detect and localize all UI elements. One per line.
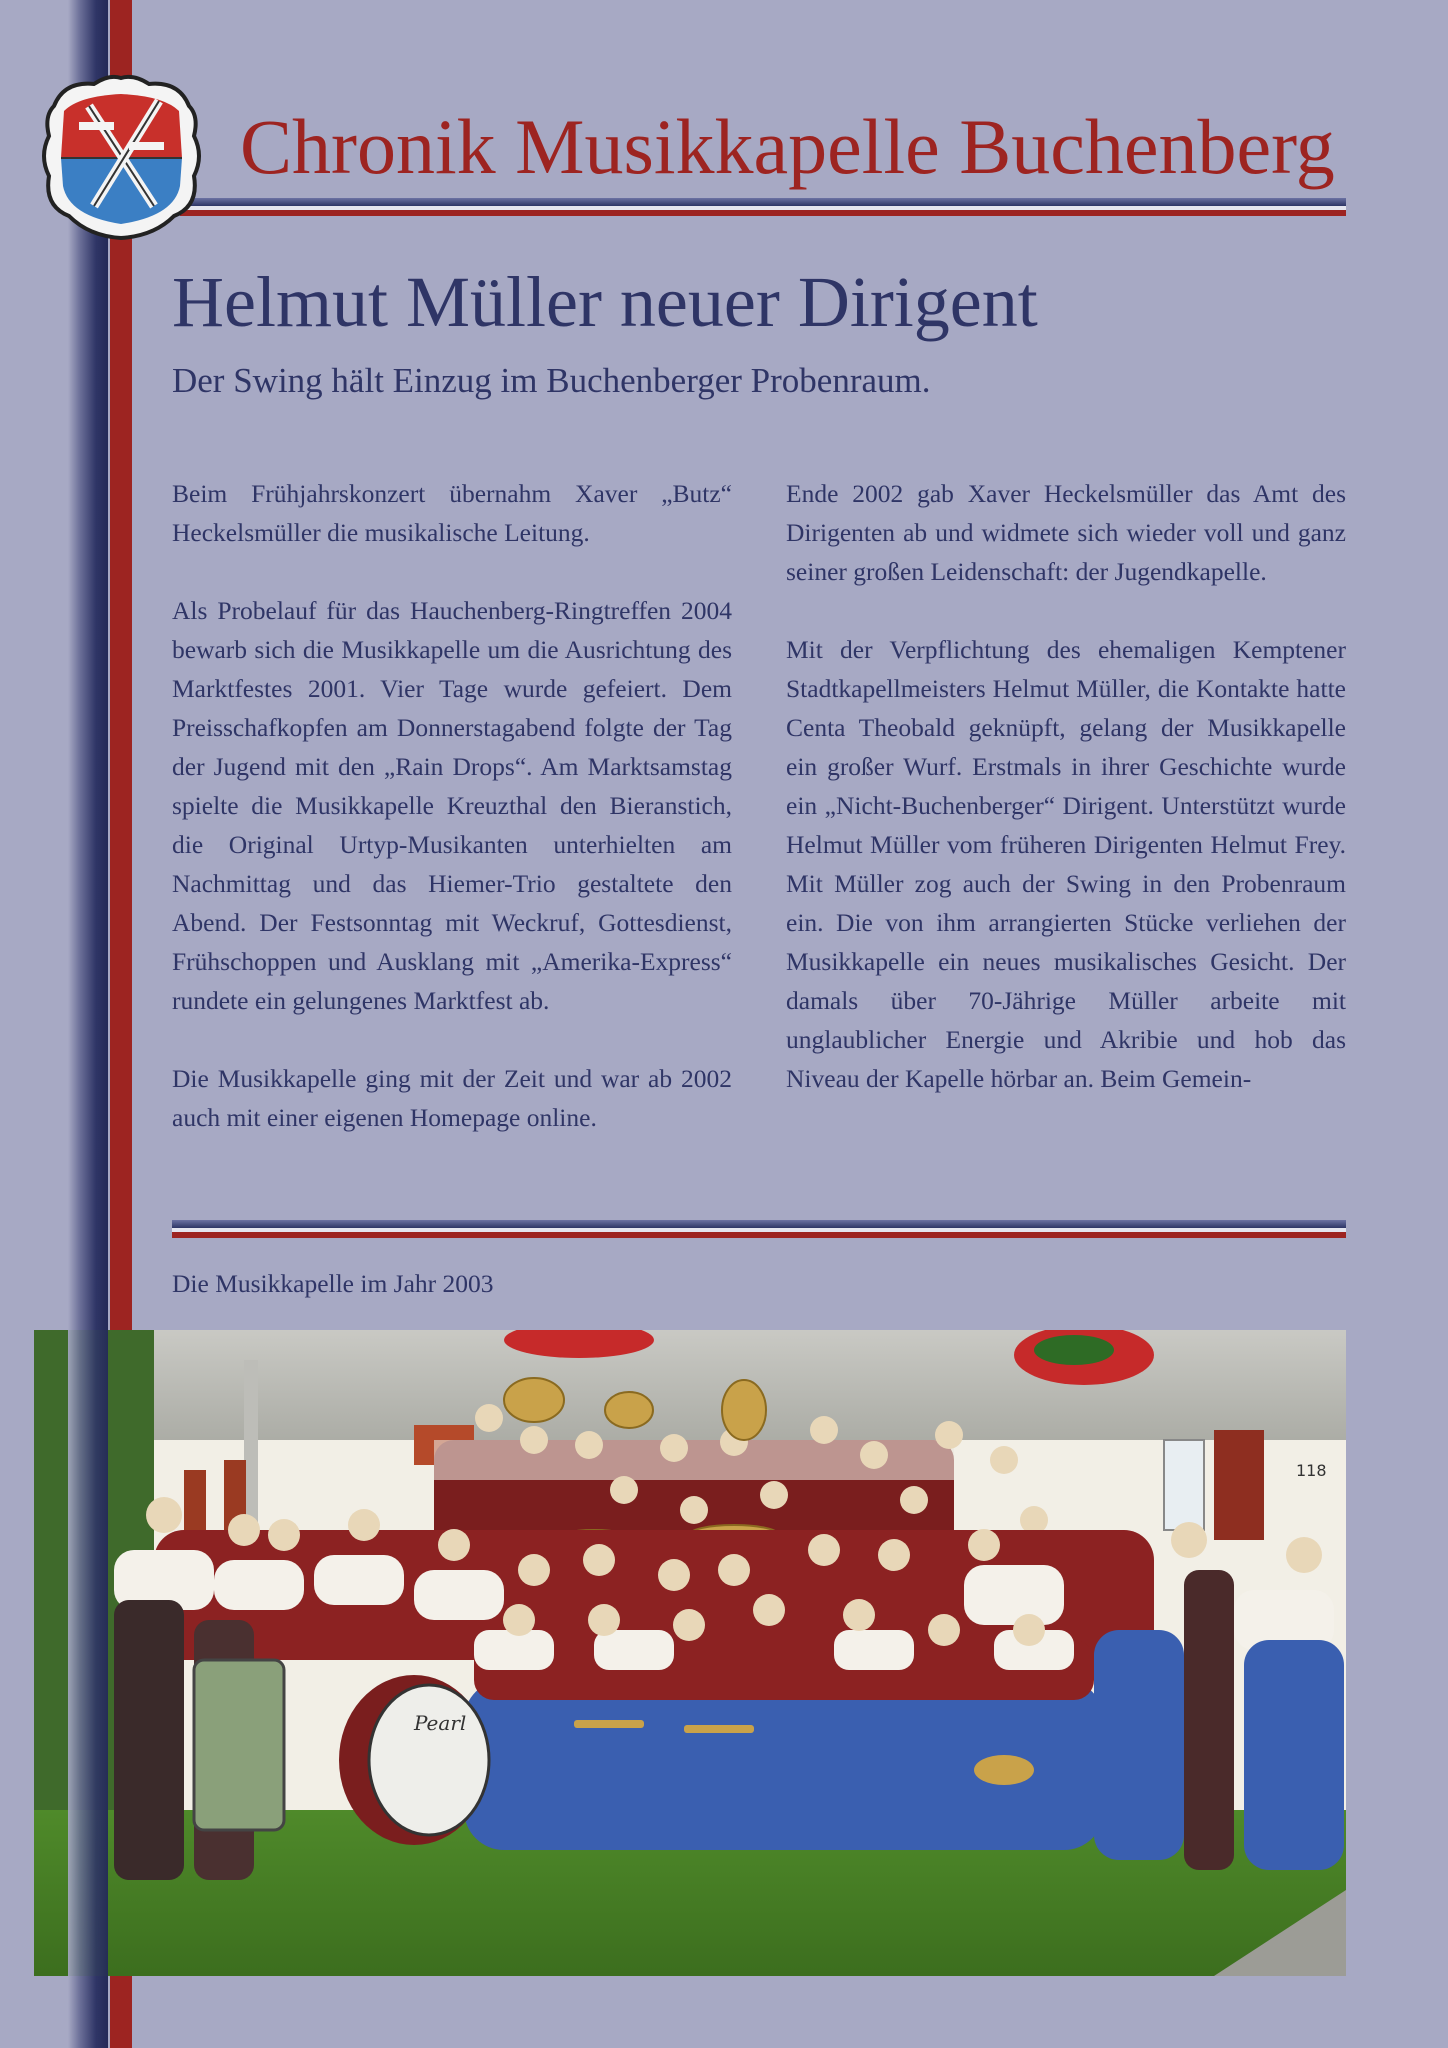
paragraph: Beim Frühjahrskonzert übernahm Xaver „Butz“ Heckelsmüller die musikalische Leitung. — [172, 479, 732, 547]
paragraph: Die Musikkapelle ging mit der Zeit und war ab 2002 auch mit einer eigenen Homepage online. — [172, 1064, 732, 1132]
article-column-left — [172, 474, 732, 1176]
article-column-right — [786, 474, 1346, 1137]
coat-of-arms-icon — [34, 66, 208, 242]
photo-caption: Die Musikkapelle im Jahr 2003 — [172, 1269, 494, 1298]
paragraph: Ende 2002 gab Xaver Heckelsmüller das Amt des Dirigenten ab und widmete sich wieder voll und ganz seiner großen Leidenschaft: der Jugendkapelle. — [786, 479, 1346, 586]
drum-logo: Pearl — [414, 1711, 467, 1735]
article-subheadline: Der Swing hält Einzug im Buchenberger Probenraum. — [172, 361, 931, 400]
band-group-photo — [34, 1330, 1346, 1976]
article-headline: Helmut Müller neuer Dirigent — [172, 262, 1038, 342]
house-number: 118 — [1296, 1461, 1327, 1480]
paragraph: Als Probelauf für das Hauchenberg-Ringtreffen 2004 bewarb sich die Musikkapelle um die Ausrichtung des Marktfestes 2001. Vier Tage wurde gefeiert. Dem Preisschafkopfen am Donnerstagabend folgte der Tag der Jugend mit den „Rain Drops“. Am Marktsamstag spielte die Musikkapelle Kreuzthal den Bieranstich, die Original Urtyp-Musikanten unterhielten am Nachmittag und das Hiemer-Trio gestaltete den Abend. Der Festsonntag mit Weckruf, Gottesdienst, Frühschoppen und Ausklang mit „Amerika-Express“ rundete ein gelungenes Marktfest ab. — [172, 596, 732, 1015]
section-divider — [172, 1220, 1346, 1242]
left-blue-bar-overlay — [68, 1330, 108, 1976]
paragraph: Mit der Verpflichtung des ehemaligen Kemptener Stadtkapellmeisters Helmut Müller, die Kontakte hatte Centa Theobald geknüpft, gelang der Musikkapelle ein großer Wurf. Erstmals in ihrer Geschichte wurde ein „Nicht-Buchenberger“ Dirigent. Unterstützt wurde Helmut Müller vom früheren Dirigenten Helmut Frey. Mit Müller zog auch der Swing in den Probenraum ein. Die von ihm arrangierten Stücke verliehen der Musikkapelle ein neues musikalisches Gesicht. Der damals über 70-Jährige Müller arbeite mit unglaublicher Energie und Akribie und hob das Niveau der Kapelle hörbar an. Beim Gemein- — [786, 635, 1346, 1093]
page-header-title: Chronik Musikkapelle Buchenberg — [240, 103, 1335, 190]
header-divider — [180, 198, 1346, 220]
